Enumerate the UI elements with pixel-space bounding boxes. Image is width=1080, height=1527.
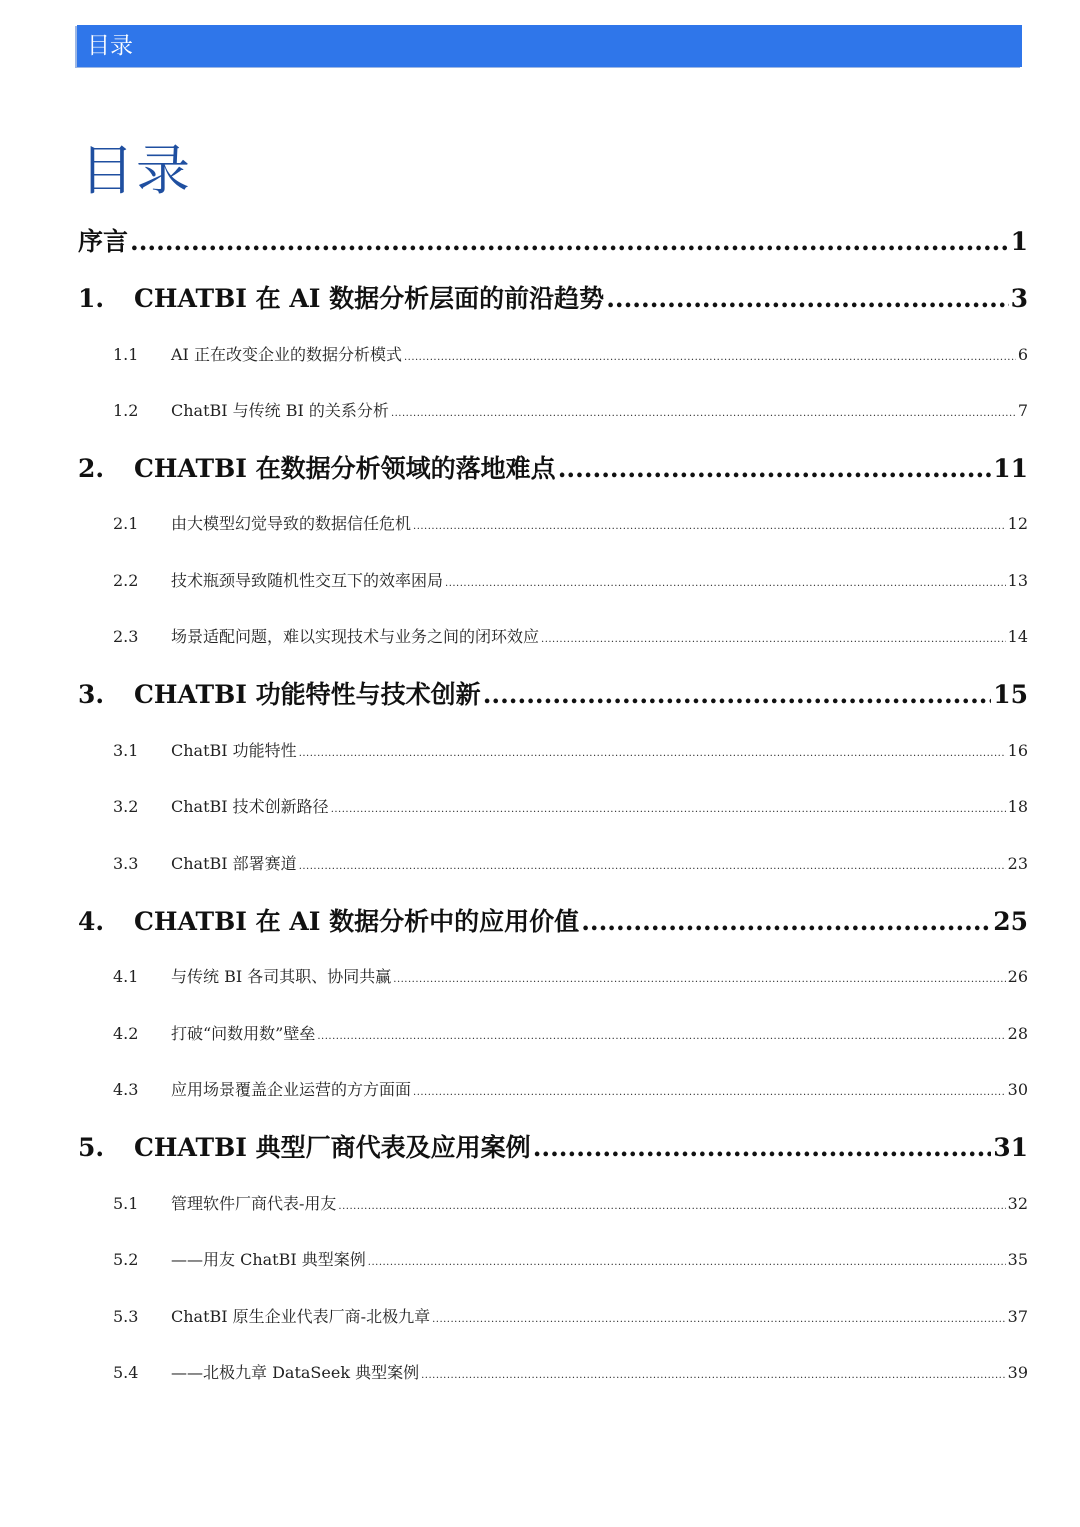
header-bar: [77, 25, 1022, 67]
toc-entry-page: 18: [1007, 797, 1028, 816]
toc-leader: [299, 742, 1006, 766]
toc-entry-3-2[interactable]: [113, 795, 1028, 819]
toc-entry-chapter-4[interactable]: [78, 905, 1028, 939]
toc-leader: [338, 1195, 1005, 1219]
toc-entry-title: CHATBI 在 AI 数据分析层面的前沿趋势: [134, 284, 605, 313]
toc-entry-page: 30: [1007, 1080, 1028, 1099]
toc-entry-5-2[interactable]: [113, 1248, 1028, 1272]
toc-entry-page: 12: [1007, 514, 1028, 533]
toc-entry-3-3[interactable]: [113, 852, 1028, 876]
toc-entry-5-1[interactable]: [113, 1192, 1028, 1216]
toc-entry-title: 序言: [78, 227, 129, 256]
toc-entry-number: 5.1: [113, 1194, 139, 1213]
toc-entry-page: 14: [1007, 627, 1028, 646]
toc-entry-title: CHATBI 在数据分析领域的落地难点: [134, 454, 556, 483]
toc-leader: [541, 628, 1006, 652]
header-label: 目录: [87, 33, 133, 59]
toc-entry-chapter-5[interactable]: [78, 1131, 1028, 1165]
toc-entry-page: 6: [1017, 345, 1028, 364]
toc-entry-page: 13: [1007, 571, 1028, 590]
toc-entry-title: 场景适配问题，难以实现技术与业务之间的闭环效应: [171, 627, 540, 646]
toc-leader: [483, 678, 992, 712]
toc-entry-number: 4.2: [113, 1024, 139, 1043]
toc-entry-title: ——用友 ChatBI 典型案例: [171, 1250, 366, 1269]
toc-entry-number: 5.2: [113, 1250, 139, 1269]
toc-entry-2-2[interactable]: [113, 569, 1028, 593]
toc-leader: [558, 452, 992, 486]
toc-entry-title: AI 正在改变企业的数据分析模式: [171, 345, 402, 364]
toc-leader: [445, 572, 1006, 596]
toc-entry-page: 35: [1007, 1250, 1028, 1269]
toc-entry-4-1[interactable]: [113, 965, 1028, 989]
toc-entry-2-3[interactable]: [113, 625, 1028, 649]
toc-entry-page: 11: [993, 454, 1028, 483]
toc-entry-5-3[interactable]: [113, 1305, 1028, 1329]
toc-entry-title: CHATBI 在 AI 数据分析中的应用价值: [134, 907, 580, 936]
toc-leader: [368, 1251, 1006, 1275]
toc-entry-4-3[interactable]: [113, 1078, 1028, 1102]
toc-entry-title: ——北极九章 DataSeek 典型案例: [171, 1363, 420, 1382]
toc-entry-page: 1: [1010, 227, 1028, 256]
toc-entry-page: 25: [993, 907, 1028, 936]
toc-entry-number: 3.1: [113, 741, 139, 760]
toc-entry-number: 5.4: [113, 1363, 139, 1382]
toc-entry-title: ChatBI 技术创新路径: [171, 797, 329, 816]
toc-entry-3-1[interactable]: [113, 739, 1028, 763]
toc-entry-number: 1.2: [113, 401, 139, 420]
toc-entry-page: 31: [993, 1133, 1028, 1162]
toc-entry-number: 3.: [78, 680, 105, 709]
toc-leader: [606, 282, 1008, 316]
toc-entry-number: 4.: [78, 907, 105, 936]
toc-entry-page: 7: [1017, 401, 1028, 420]
toc-entry-page: 28: [1007, 1024, 1028, 1043]
toc-entry-number: 2.1: [113, 514, 139, 533]
toc-entry-title: 由大模型幻觉导致的数据信任危机: [171, 514, 412, 533]
toc-entry-number: 4.1: [113, 967, 139, 986]
toc-entry-page: 37: [1007, 1307, 1028, 1326]
toc-entry-title: 打破“问数用数”壁垒: [171, 1024, 316, 1043]
toc-leader: [391, 402, 1016, 426]
toc-leader: [404, 346, 1016, 370]
toc-entry-5-4[interactable]: [113, 1361, 1028, 1385]
toc-entry-chapter-3[interactable]: [78, 678, 1028, 712]
toc-entry-title: CHATBI 功能特性与技术创新: [134, 680, 481, 709]
toc-leader: [413, 1081, 1006, 1105]
toc-entry-number: 2.3: [113, 627, 139, 646]
toc-leader: [299, 855, 1006, 879]
toc-entry-title: ChatBI 与传统 BI 的关系分析: [171, 401, 389, 420]
toc-entry-page: 39: [1007, 1363, 1028, 1382]
toc-entry-chapter-1[interactable]: [78, 282, 1028, 316]
toc-entry-number: 3.2: [113, 797, 139, 816]
toc-leader: [393, 968, 1005, 992]
toc-leader: [581, 905, 991, 939]
toc-entry-number: 4.3: [113, 1080, 139, 1099]
toc-entry-title: 应用场景覆盖企业运营的方方面面: [171, 1080, 412, 1099]
toc-leader: [432, 1308, 1006, 1332]
toc-entry-preface[interactable]: [78, 225, 1028, 259]
toc-entry-number: 2.2: [113, 571, 139, 590]
toc-entry-number: 2.: [78, 454, 105, 483]
toc-leader: [317, 1025, 1005, 1049]
toc-entry-number: 3.3: [113, 854, 139, 873]
toc-entry-title: CHATBI 典型厂商代表及应用案例: [134, 1133, 531, 1162]
toc-entry-page: 32: [1007, 1194, 1028, 1213]
toc-entry-chapter-2[interactable]: [78, 452, 1028, 486]
toc-leader: [331, 798, 1006, 822]
toc-leader: [130, 225, 1009, 259]
toc-entry-title: ChatBI 原生企业代表厂商-北极九章: [171, 1307, 431, 1326]
page-title: 目录: [80, 139, 192, 202]
toc-leader: [533, 1131, 992, 1165]
toc-leader: [413, 515, 1006, 539]
toc-entry-4-2[interactable]: [113, 1022, 1028, 1046]
toc-leader: [421, 1364, 1006, 1388]
toc-entry-title: 与传统 BI 各司其职、协同共赢: [171, 967, 392, 986]
toc-entry-1-1[interactable]: [113, 343, 1028, 367]
toc-entry-page: 16: [1007, 741, 1028, 760]
toc-entry-title: 管理软件厂商代表-用友: [171, 1194, 337, 1213]
toc-entry-title: 技术瓶颈导致随机性交互下的效率困局: [171, 571, 444, 590]
toc-entry-number: 5.3: [113, 1307, 139, 1326]
toc-entry-2-1[interactable]: [113, 512, 1028, 536]
toc-entry-number: 1.1: [113, 345, 139, 364]
toc-entry-1-2[interactable]: [113, 399, 1028, 423]
toc-entry-title: ChatBI 部署赛道: [171, 854, 297, 873]
toc-entry-number: 1.: [78, 284, 105, 313]
toc-entry-page: 3: [1010, 284, 1028, 313]
toc-entry-page: 26: [1007, 967, 1028, 986]
toc-entry-number: 5.: [78, 1133, 105, 1162]
toc-entry-page: 23: [1007, 854, 1028, 873]
toc-entry-title: ChatBI 功能特性: [171, 741, 297, 760]
toc-entry-page: 15: [993, 680, 1028, 709]
